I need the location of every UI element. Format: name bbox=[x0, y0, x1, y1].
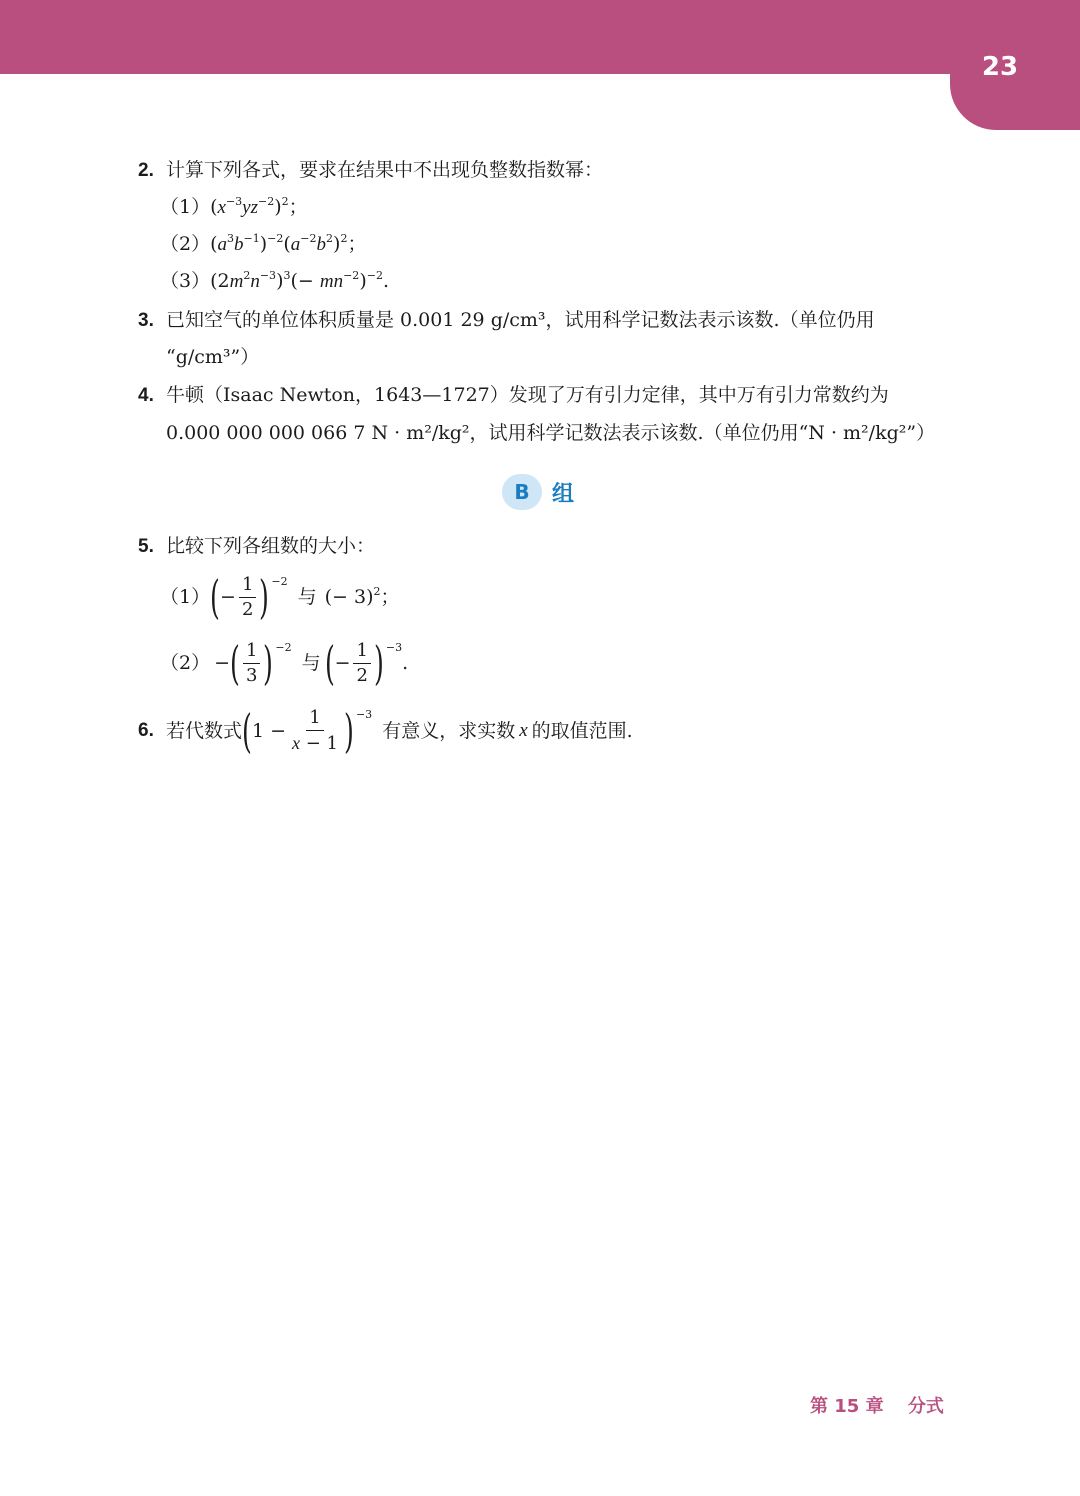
fraction-expression: ( $\frac{1}{3}$ ) −2 bbox=[230, 636, 292, 690]
header-band bbox=[0, 0, 1080, 74]
footer-title: 分式 bbox=[907, 1396, 944, 1417]
problem-2-item-3: $(3)(2m^2n^{-3})^3(- mn^{-2})^{-2}$. bbox=[160, 269, 389, 292]
fraction-expression: ( 1 − $\frac{1}{x - 1}$ ) −3 bbox=[242, 704, 373, 758]
footer-chapter: 第 15 章 bbox=[810, 1396, 884, 1417]
problem-5-item-1: （1） ( − $\frac{1}{2}$ ) −2 与 (− 3)$^2$； bbox=[160, 570, 400, 624]
problem-number: 5. bbox=[138, 536, 154, 557]
problem-number: 3. bbox=[138, 310, 154, 331]
problem-4-line-1: 4. 牛顿（Isaac Newton，1643—1727）发现了万有引力定律，其中万有引力常数约为 bbox=[138, 384, 889, 406]
problem-number: 4. bbox=[138, 385, 154, 406]
problem-number: 6. bbox=[138, 720, 154, 741]
page-number: 23 bbox=[981, 52, 1019, 82]
problem-5-item-2: （2） − ( $\frac{1}{3}$ ) −2 与 ( − $\frac{1}{2}$ ) −3 . bbox=[160, 636, 409, 690]
fraction-expression: ( − $\frac{1}{2}$ ) −3 bbox=[324, 636, 403, 690]
problem-number: 2. bbox=[138, 160, 154, 181]
problem-6: 6. 若代数式 ( 1 − $\frac{1}{x - 1}$ ) −3 有意义，求实数 x 的取值范围. bbox=[138, 704, 633, 758]
section-b-badge: B bbox=[502, 474, 542, 510]
problem-4-line-2: 0.000 000 000 066 7 N · m²/kg²，试用科学记数法表示该数.（单位仍用“N · m²/kg²”） bbox=[166, 422, 936, 444]
section-b-label: 组 bbox=[552, 481, 575, 507]
page-number-tab bbox=[950, 0, 1080, 130]
problem-3-line-1: 3. 已知空气的单位体积质量是 0.001 29 g/cm³，试用科学记数法表示该数.（单位仍用 bbox=[138, 309, 875, 331]
problem-5-stem: 5. 比较下列各组数的大小： bbox=[138, 535, 376, 557]
problem-2-item-1: $(1)(x^{-3}yz^{-2})^2$； bbox=[160, 195, 308, 218]
problem-3-line-2: “g/cm³”） bbox=[166, 346, 260, 368]
fraction-expression: ( − $\frac{1}{2}$ ) −2 bbox=[210, 570, 288, 624]
problem-2-stem: 2. 计算下列各式，要求在结果中不出现负整数指数幂： bbox=[138, 159, 604, 181]
chapter-footer bbox=[810, 1392, 944, 1418]
section-b-heading bbox=[502, 474, 574, 510]
problem-2-item-2: $(2)(a^3b^{-1})^{-2}(a^{-2}b^2)^2$； bbox=[160, 232, 367, 255]
